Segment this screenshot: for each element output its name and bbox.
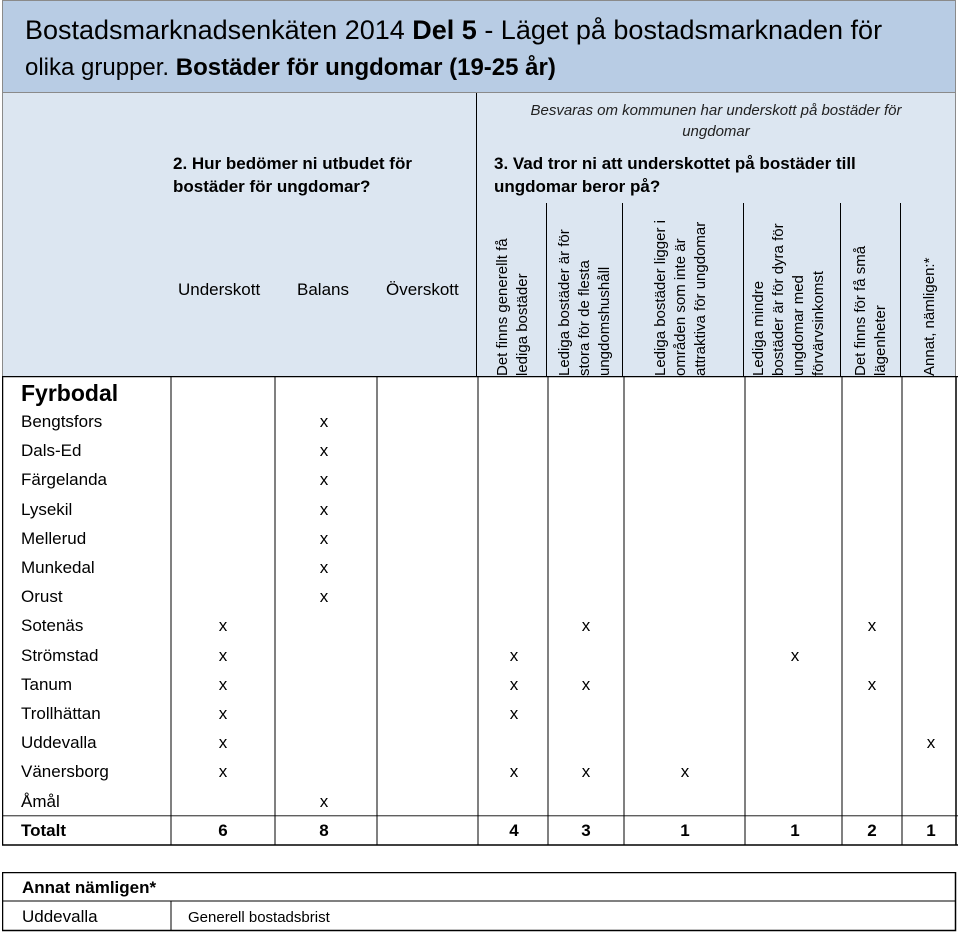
answer-mark: x <box>319 791 329 811</box>
region-label: Fyrbodal <box>21 380 119 406</box>
total-value: 8 <box>319 820 329 840</box>
municipality-name: Åmål <box>21 791 60 811</box>
municipality-name: Lysekil <box>21 499 73 519</box>
total-label: Totalt <box>21 820 67 840</box>
table-row <box>2 670 956 699</box>
table-row <box>2 524 956 553</box>
answer-mark: x <box>319 412 329 431</box>
table-row <box>2 495 956 524</box>
answer-mark: x <box>867 674 877 694</box>
answer-mark: x <box>218 616 228 636</box>
answer-mark: x <box>218 674 228 694</box>
annat-municipality: Uddevalla <box>22 907 98 926</box>
table-row <box>2 641 956 670</box>
answer-mark: x <box>509 645 519 665</box>
table-row <box>2 553 956 582</box>
table-row <box>2 407 956 436</box>
table-row <box>2 699 956 728</box>
answer-mark: x <box>581 762 591 782</box>
annat-value: Generell bostadsbrist <box>188 909 330 926</box>
table-row <box>2 465 956 494</box>
page-title-line2: olika grupper. Bostäder för ungdomar (19-25 år) <box>25 54 556 81</box>
answer-mark: x <box>509 704 519 723</box>
total-value: 1 <box>680 820 690 840</box>
answer-mark: x <box>926 733 936 753</box>
answer-mark: x <box>319 470 329 490</box>
column-header-reason-1: Det finns generellt få lediga bostäder <box>494 238 531 376</box>
municipality-name: Strömstad <box>21 645 99 665</box>
column-header-reason-3: Lediga bostäder ligger i områden som inte är attraktiva för ungdomar <box>652 220 709 376</box>
question3-note: Besvaras om kommunen har underskott på bostäder för ungdomar <box>530 102 902 140</box>
municipality-name: Färgelanda <box>21 470 108 490</box>
total-value: 6 <box>218 820 228 840</box>
municipality-name: Trollhättan <box>21 704 101 723</box>
answer-mark: x <box>218 645 228 665</box>
total-value: 4 <box>509 820 519 840</box>
total-value: 1 <box>790 820 800 840</box>
question2-heading: 2. Hur bedömer ni utbudet för bostäder för ungdomar? <box>173 154 412 196</box>
municipality-name: Dals-Ed <box>21 441 82 461</box>
municipality-name: Orust <box>21 587 63 607</box>
header-divider <box>840 203 841 376</box>
answer-mark: x <box>319 441 329 461</box>
table-row <box>2 787 956 816</box>
answer-mark: x <box>319 558 329 577</box>
region-row <box>2 376 956 405</box>
column-header-overskott: Överskott <box>386 280 459 299</box>
answer-mark: x <box>867 616 877 636</box>
answer-mark: x <box>509 674 519 694</box>
answer-mark: x <box>218 704 228 723</box>
question-divider <box>476 93 477 376</box>
column-header-reason-4: Lediga mindre bostäder är för dyra för ungdomar med förvärvsinkomst <box>750 223 827 376</box>
municipality-name: Vänersborg <box>21 762 109 782</box>
answer-mark: x <box>218 762 228 782</box>
column-header-reason-2: Lediga bostäder är för stora för de flesta ungdomshushåll <box>556 229 613 376</box>
municipality-name: Bengtsfors <box>21 412 103 431</box>
municipality-name: Munkedal <box>21 558 95 577</box>
column-header-reason-5: Det finns för få små lägenheter <box>852 245 889 376</box>
municipality-name: Tanum <box>21 674 73 694</box>
total-value: 1 <box>926 820 936 840</box>
municipality-name: Sotenäs <box>21 616 84 636</box>
title-banner <box>2 0 956 93</box>
header-divider <box>622 203 623 376</box>
question3-heading: 3. Vad tror ni att underskottet på bostäder till ungdomar beror på? <box>494 154 856 196</box>
answer-mark: x <box>790 645 800 665</box>
total-row <box>2 816 956 845</box>
answer-mark: x <box>680 762 690 782</box>
column-header-balans: Balans <box>297 280 349 299</box>
answer-mark: x <box>319 528 329 548</box>
answer-mark: x <box>581 616 591 636</box>
answer-mark: x <box>319 499 329 519</box>
table-row <box>2 728 956 757</box>
table-row <box>2 611 956 640</box>
annat-section <box>2 872 956 932</box>
answer-mark: x <box>319 587 329 607</box>
annat-heading: Annat nämligen* <box>22 878 157 897</box>
column-header-underskott: Underskott <box>178 280 261 299</box>
page-title-line1: Bostadsmarknadsenkäten 2014 Del 5 - Läget på bostadsmarknaden för <box>25 15 883 45</box>
answer-mark: x <box>509 762 519 782</box>
municipality-name: Mellerud <box>21 528 87 548</box>
table-row <box>2 436 956 465</box>
header-divider <box>743 203 744 376</box>
column-header-reason-6: Annat, nämligen:* <box>921 257 938 376</box>
municipality-name: Uddevalla <box>21 733 97 753</box>
header-divider <box>900 203 901 376</box>
answer-mark: x <box>218 733 228 753</box>
table-row <box>2 582 956 611</box>
table-row <box>2 757 956 786</box>
total-value: 3 <box>581 820 591 840</box>
answer-mark: x <box>581 674 591 694</box>
total-value: 2 <box>867 820 877 840</box>
header-divider <box>546 203 547 376</box>
